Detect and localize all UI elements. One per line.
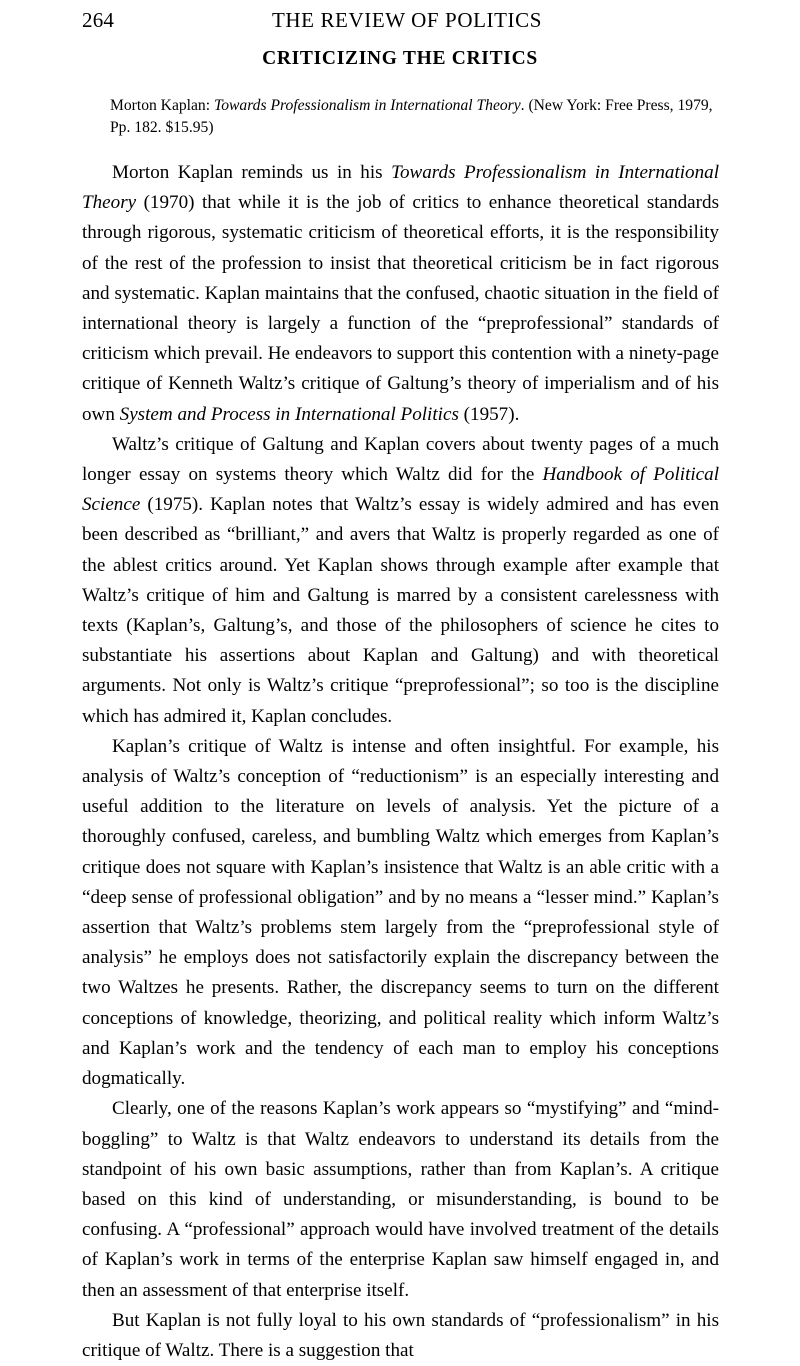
body-paragraph <box>82 732 719 1094</box>
body-paragraph <box>82 1306 719 1366</box>
text-run: (1957). <box>458 403 520 425</box>
body-paragraph <box>82 158 719 430</box>
book-citation <box>82 95 718 138</box>
text-run: Clearly, one of the reasons Kaplan’s work appears so “mystifying” and “mind-boggling” to Waltz is that Waltz endeavors to understand its details from the standpoint of his own basic assumptions, rather than from Kaplan’s. A critique based on this kind of understanding, or misunderstanding, is bound to be confusing. A “professional” approach would have involved treatment of the details of Kaplan’s work in terms of the enterprise Kaplan saw himself engaged in, and then an assessment of that enterprise itself. <box>82 1098 719 1301</box>
page-title: CRITICIZING THE CRITICS <box>262 48 538 69</box>
article-body <box>82 158 719 1366</box>
text-run: Waltz’s critique of Galtung and Kaplan covers about twenty pages of a much longer essay on systems theory which Waltz did for the <box>82 433 719 486</box>
body-paragraph <box>82 1094 719 1305</box>
text-run: (1970) that while it is the job of critics to enhance theoretical standards through rigorous, systematic criticism of theoretical efforts, it is the responsibility of the rest of the profession to insist that theoretical criticism be in fact rigorous and systematic. Kaplan maintains that the confused, chaotic situation in the field of international theory is largely a function of the “preprofessional” standards of criticism which prevail. He endeavors to support this contention with a ninety-page critique of Kenneth Waltz’s critique of Galtung’s theory of imperialism and of his own <box>82 192 719 425</box>
text-run: But Kaplan is not fully loyal to his own standards of “professionalism” in his critique of Waltz. There is a suggestion that <box>82 1309 719 1361</box>
text-run: (1975). Kaplan notes that Waltz’s essay is widely admired and has even been described as “brilliant,” and avers that Waltz is properly regarded as one of the ablest critics around. Yet Kaplan shows through example after example that Waltz’s critique of him and Galtung is marred by a consistent carelessness with texts (Kaplan’s, Galtung’s, and those of the philosophers of science he cites to substantiate his assertions about Kaplan and Galtung) and with theoretical arguments. Not only is Waltz’s critique “preprofessional”; so too is the discipline which has admired it, Kaplan concludes. <box>82 494 719 727</box>
journal-running-title: THE REVIEW OF POLITICS <box>271 8 543 32</box>
text-run: Morton Kaplan reminds us in his <box>112 162 392 183</box>
citation-work-title: Towards Professionalism in International Theory <box>213 97 521 114</box>
body-paragraph <box>82 430 719 732</box>
italic-title-run: Handbook of Political Science <box>82 464 720 516</box>
running-head <box>82 8 718 34</box>
citation-author: Morton Kaplan: <box>110 97 211 114</box>
italic-title-run: Towards Professionalism in International Theory <box>82 162 719 214</box>
page-folio-number: 264 <box>82 8 115 32</box>
citation-publication: . (New York: Free Press, 1979, Pp. 182. $15.95) <box>110 97 713 136</box>
italic-title-run: System and Process in International Politics <box>119 403 459 425</box>
text-run: Kaplan’s critique of Waltz is intense and often insightful. For example, his analysis of Waltz’s conception of “reductionism” is an especially interesting and useful addition to the literature on levels of analysis. Yet the picture of a thoroughly confused, careless, and bumbling Waltz which emerges from Kaplan’s critique does not square with Kaplan’s insistence that Waltz is an able critic with a “deep sense of professional obligation” and by no means a “lesser mind.” Kaplan’s assertion that Waltz’s problems stem largely from the “preprofessional style of analysis” he employs does not satisfactorily explain the discrepancy between the two Waltzes he presents. Rather, the discrepancy seems to turn on the different conceptions of knowledge, theorizing, and political reality which inform Waltz’s and Kaplan’s work and the tendency of each man to employ his conceptions dogmatically. <box>82 735 719 1090</box>
